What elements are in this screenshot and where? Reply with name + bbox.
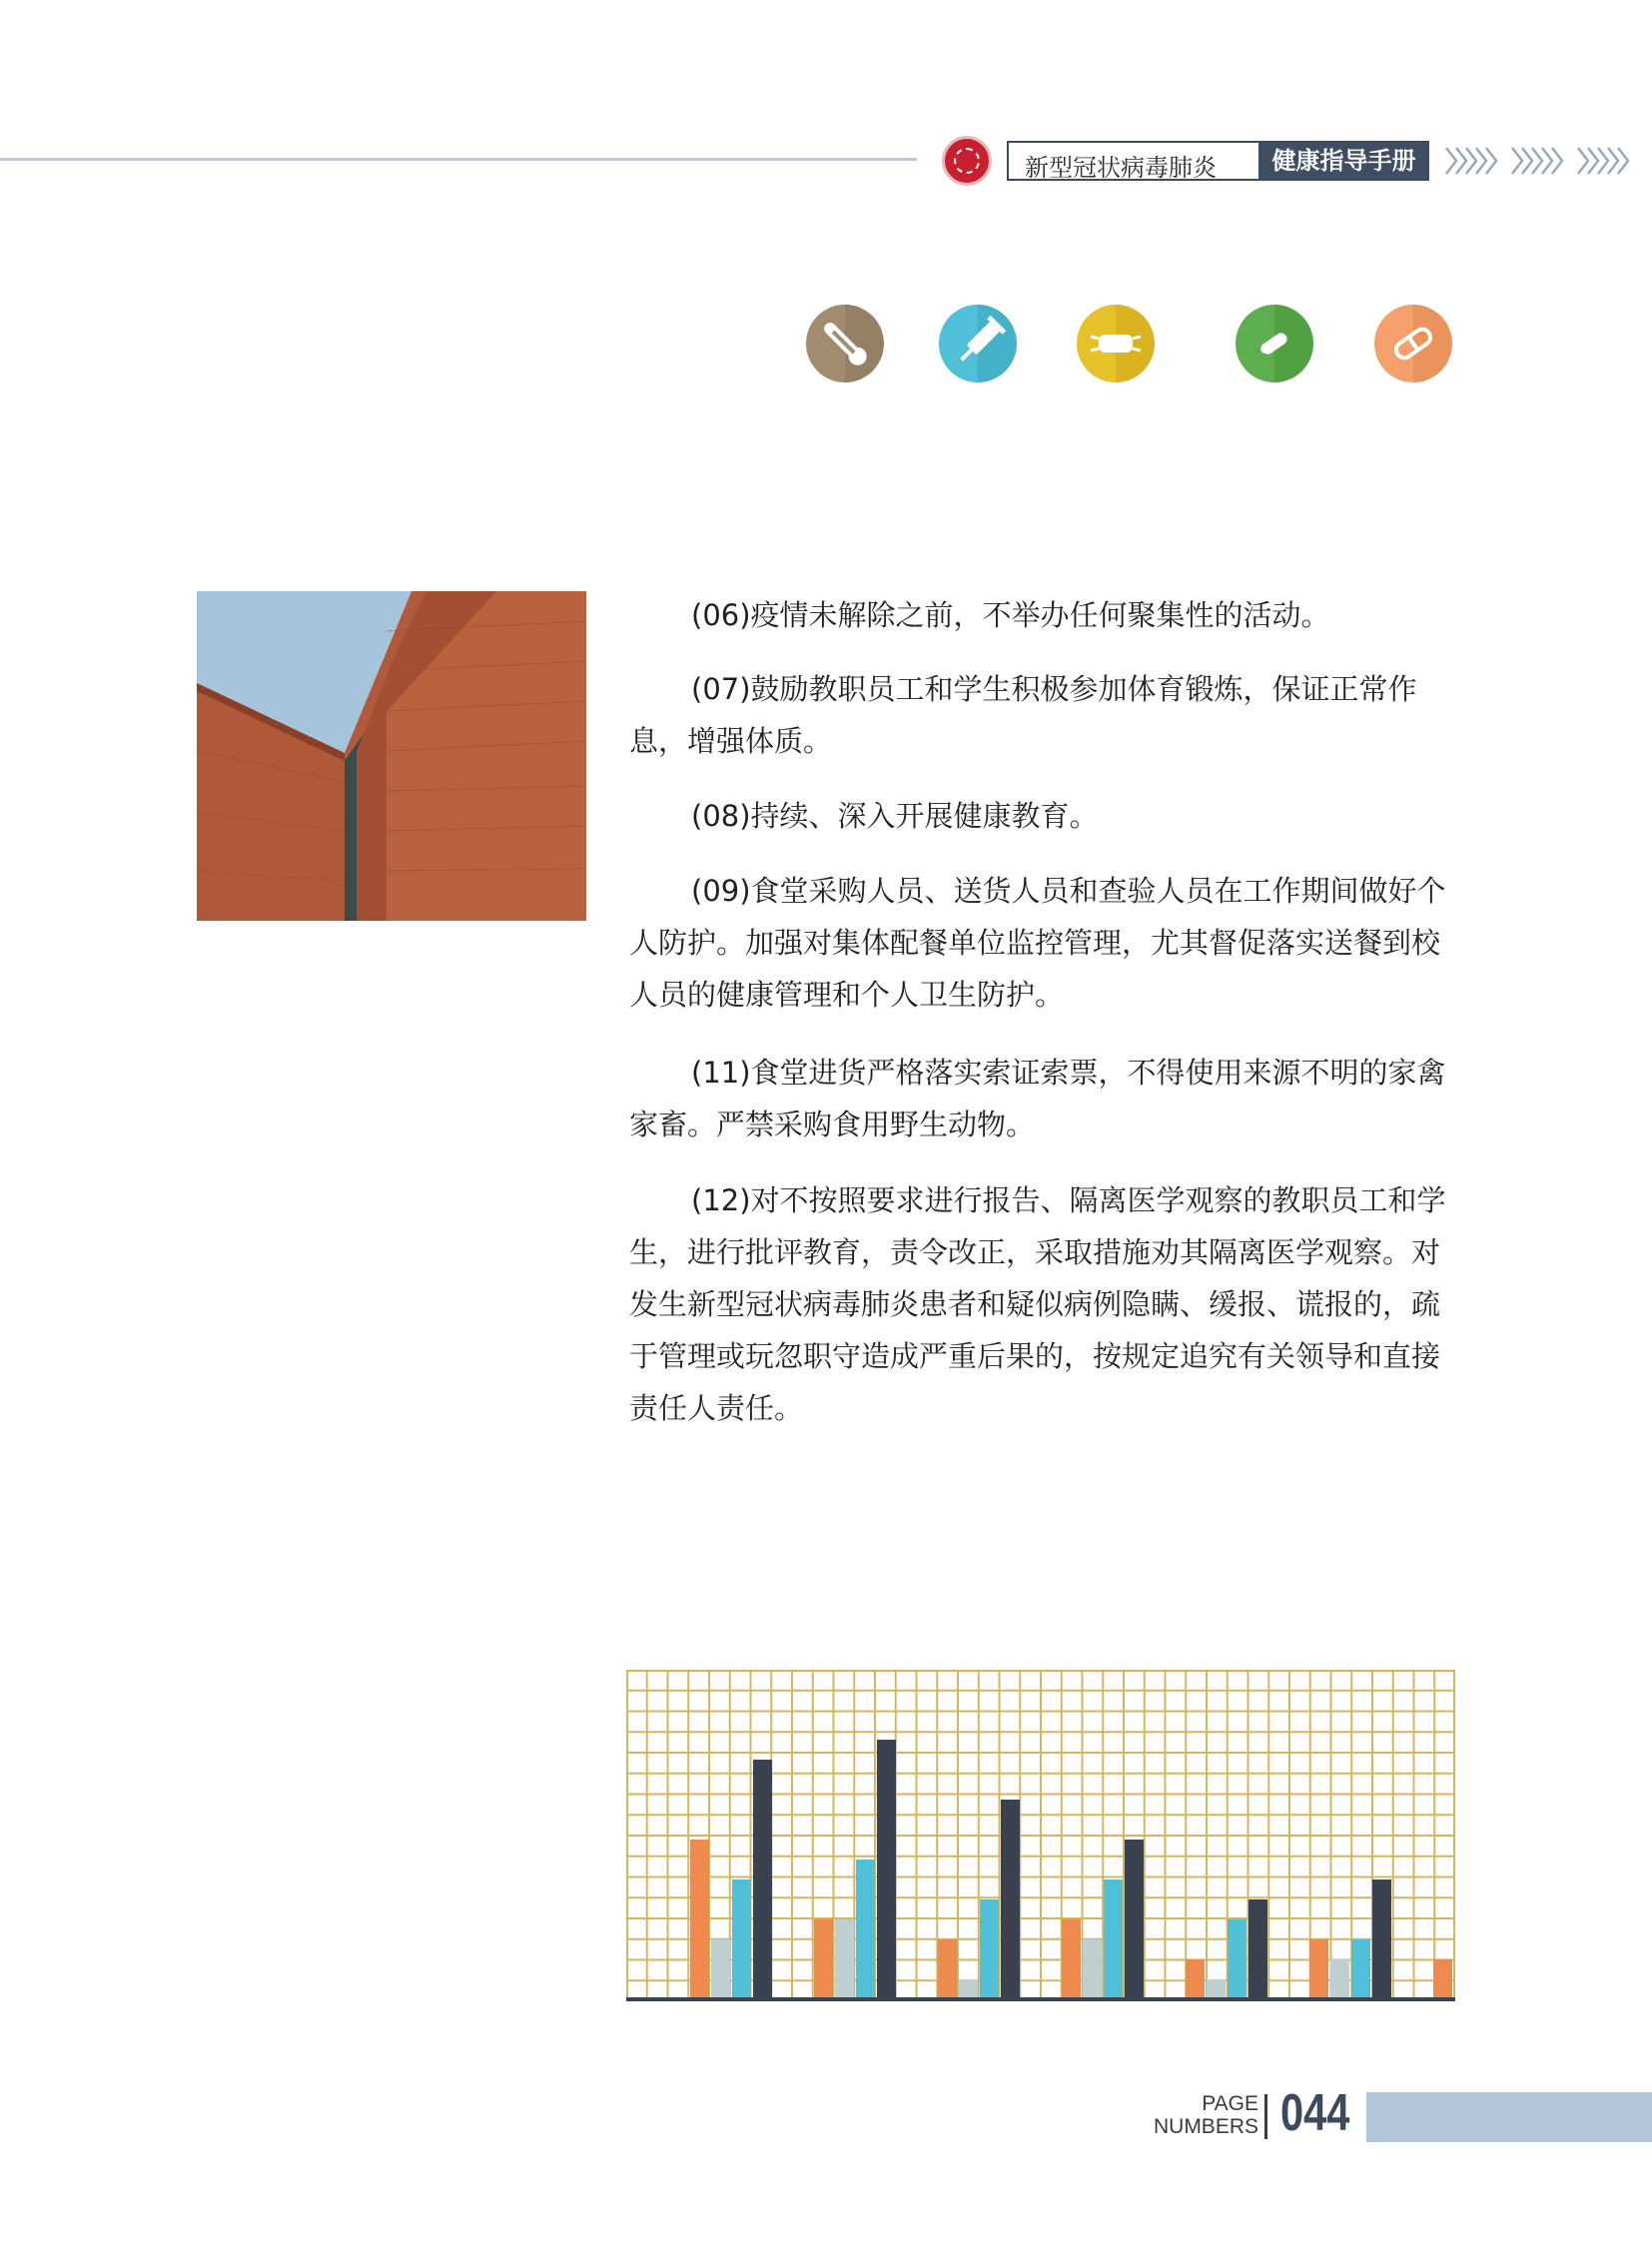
bar-orange-1 [690,1840,709,1999]
bar-dark-2 [877,1740,896,1999]
bar-orange-5 [1186,1959,1205,1999]
emblem-logo [942,136,992,186]
bar-cyan-6 [1351,1939,1370,1999]
pills-icon [1236,305,1313,382]
bar-cyan-5 [1228,1919,1246,1999]
bar-orange-6 [1309,1939,1328,1999]
face-mask-icon [1077,305,1155,382]
bar-light-gray-1 [711,1939,730,1999]
bar-orange-3 [938,1939,957,1999]
paragraph-11: (11)食堂进货严格落实索证索票，不得使用来源不明的家禽家畜。严禁采购食用野生动物。 [629,1056,1446,1141]
header-title-right: 健康指导手册 [1258,143,1429,179]
bar-orange-2 [814,1919,833,1999]
page-footer-bar [1366,2092,1652,2142]
bar-orange-4 [1062,1919,1081,1999]
header-title-box [1007,141,1429,181]
bar-cyan-2 [856,1860,875,1999]
building-photo [197,591,586,921]
syringe-icon [939,305,1017,382]
bar-cyan-3 [980,1899,999,1999]
bar-dark-6 [1372,1879,1391,1999]
bar-light-gray-2 [835,1919,854,1999]
bar-cyan-4 [1104,1879,1123,1999]
paragraph-07: (07)鼓励教职员工和学生积极参加体育锻炼，保证正常作息，增强体质。 [629,672,1417,758]
bar-light-gray-4 [1083,1939,1102,1999]
bar-light-gray-6 [1330,1959,1349,1999]
bar-light-gray-3 [959,1979,978,1999]
page-label: PAGE NUMBERS [1153,2092,1258,2138]
header-title-left: 新型冠状病毒肺炎 [1025,154,1217,182]
bar-dark-1 [753,1760,772,1999]
bar-dark-4 [1125,1840,1144,1999]
paragraph-09: (09)食堂采购人员、送货人员和查验人员在工作期间做好个人防护。加强对集体配餐单位监控管理，尤其督促落实送餐到校人员的健康管理和个人卫生防护。 [629,874,1446,1012]
thermometer-icon [806,305,884,382]
page-number: 044 [1280,2084,1350,2142]
bar-chart [626,1670,1455,2004]
paragraph-06: (06)疫情未解除之前，不举办任何聚集性的活动。 [691,598,1330,632]
header-rule [0,158,917,161]
bandage-icon [1374,305,1452,382]
page-separator [1264,2094,1267,2139]
bar-dark-3 [1001,1800,1020,1999]
paragraph-08: (08)持续、深入开展健康教育。 [691,799,1099,833]
bar-cyan-1 [732,1879,751,1999]
bar-orange-7 [1433,1959,1452,1999]
bar-light-gray-5 [1207,1979,1226,1999]
paragraph-12: (12)对不按照要求进行报告、隔离医学观察的教职员工和学生，进行批评教育，责令改正，采取措施劝其隔离医学观察。对发生新型冠状病毒肺炎患者和疑似病例隐瞒、缓报、谎报的，疏于管理或玩忽职守造成严重后果的，按规定追究有关领导和直接责任人责任。 [629,1183,1446,1425]
bar-dark-5 [1248,1899,1267,1999]
chevron-decoration-icon [1444,140,1644,182]
